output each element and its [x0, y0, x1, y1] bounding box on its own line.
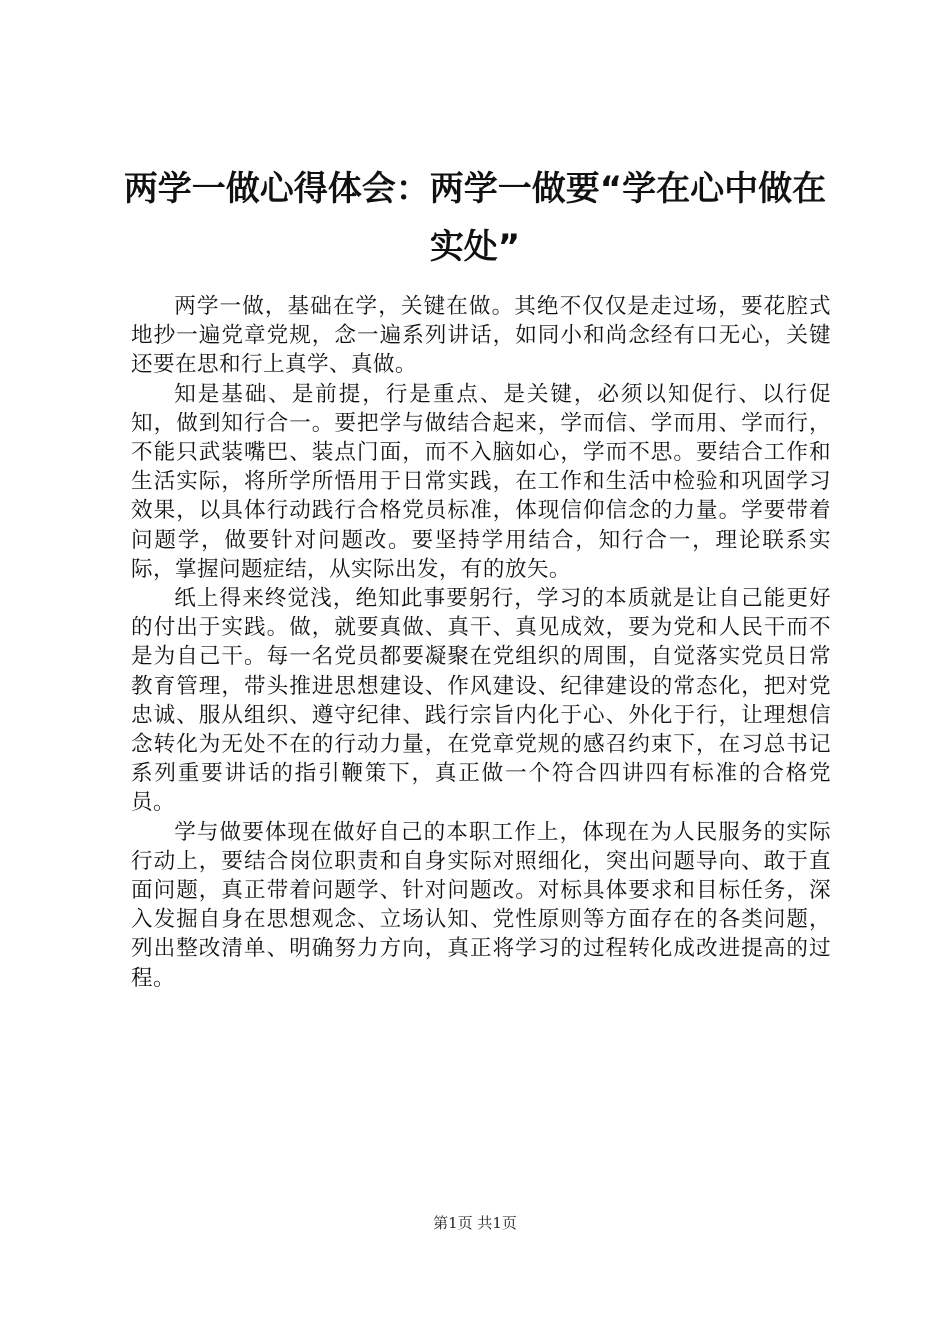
paragraph-2: 知是基础、是前提，行是重点、是关键，必须以知促行、以行促知，做到知行合一。要把学与做结合起来，学而信、学而用、学而行，不能只武装嘴巴、装点门面，而不入脑如心，学而不思。要结合工作和生活实际，将所学所悟用于日常实践，在工作和生活中检验和巩固学习效果，以具体行动践行合格党员标准，体现信仰信念的力量。学要带着问题学，做要针对问题改。要坚持学用结合，知行合一，理论联系实际，掌握问题症结，从实际出发，有的放矢。: [131, 381, 831, 582]
document-title: 两学一做心得体会：两学一做要“学在心中做在实处”: [123, 169, 827, 267]
page-number-footer: 第1页 共1页: [433, 1214, 517, 1232]
paragraph-4: 学与做要体现在做好自己的本职工作上，体现在为人民服务的实际行动上，要结合岗位职责和自身实际对照细化，突出问题导向、敢于直面问题，真正带着问题学、针对问题改。对标具体要求和目标任务，深入发掘自身在思想观念、立场认知、党性原则等方面存在的各类问题，列出整改清单、明确努力方向，真正将学习的过程转化成改进提高的过程。: [131, 819, 831, 991]
document-body: [131, 292, 831, 993]
paragraph-1: 两学一做，基础在学，关键在做。其绝不仅仅是走过场，要花腔式地抄一遍党章党规，念一遍系列讲话，如同小和尚念经有口无心，关键还要在思和行上真学、真做。: [131, 294, 831, 378]
paragraph-3: 纸上得来终觉浅，绝知此事要躬行，学习的本质就是让自己能更好的付出于实践。做，就要真做、真干、真见成效，要为党和人民干而不是为自己干。每一名党员都要凝聚在党组织的周围，自觉落实党员日常教育管理，带头推进思想建设、作风建设、纪律建设的常态化，把对党忠诚、服从组织、遵守纪律、践行宗旨内化于心、外化于行，让理想信念转化为无处不在的行动力量，在党章党规的感召约束下，在习总书记系列重要讲话的指引鞭策下，真正做一个符合四讲四有标准的合格党员。: [131, 586, 831, 816]
